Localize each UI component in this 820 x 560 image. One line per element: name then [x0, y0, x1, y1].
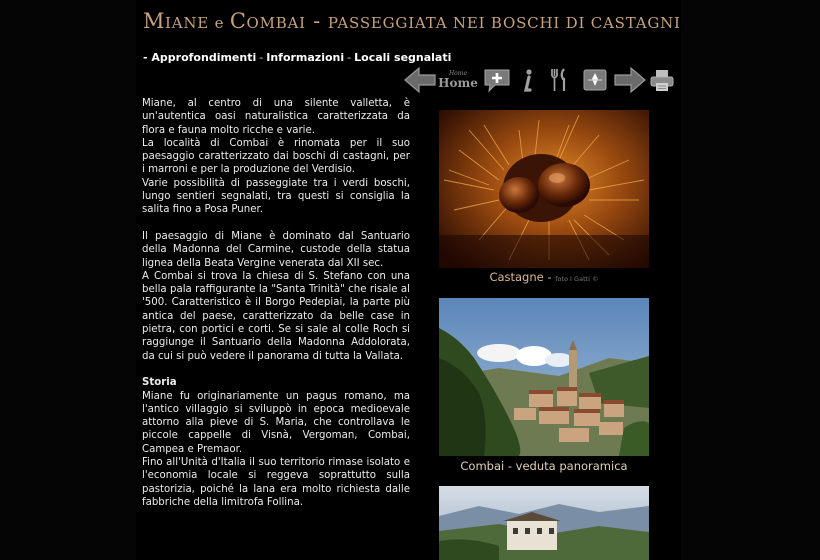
paragraph: La località di Combai è rinomata per il suo paesaggio caratterizzato dai boschi di castagni, per i marroni e per la produzione del Verdisio.: [142, 137, 410, 176]
paragraph: Miane fu originariamente un pagus romano, ma l'antico villaggio si sviluppò in epoca medioevale attorno alla pieve di S. Maria, che controllava le piccole cappelle di Visnà, Vergoman, Combai, Campea e Premaor.: [142, 390, 410, 455]
nav-prefix: -: [143, 51, 152, 64]
nav-link-informazioni[interactable]: Informazioni: [266, 51, 345, 64]
paragraph: Miane, al centro di una silente valletta, è un'autentica oasi naturalistica caratterizzata da flora e fauna molto ricche e varie.: [142, 98, 410, 136]
photo-credit: foto I Gatti ©: [555, 275, 599, 283]
paragraph: Il paesaggio di Miane è dominato dal Santuario della Madonna del Carmine, custode della statua lignea della Beata Vergine venerata dal XII sec.: [142, 230, 410, 269]
add-comment-icon[interactable]: [480, 64, 514, 96]
home-button[interactable]: [439, 64, 477, 96]
restaurant-icon[interactable]: [547, 64, 571, 96]
nav-link-locali-segnalati[interactable]: Locali segnalati: [354, 51, 452, 64]
top-nav: [143, 51, 451, 64]
nav-separator: -: [259, 51, 264, 64]
info-icon[interactable]: [517, 64, 539, 96]
section-heading-storia: Storia: [142, 377, 177, 389]
page-title: MIANE e COMBAI - PASSEGGIATA NEI BOSCHI DI CASTAGNI: [143, 9, 681, 33]
photo-caption: Combai - veduta panoramica: [460, 459, 628, 473]
icon-toolbar: [402, 64, 677, 96]
home-label: Home: [438, 76, 478, 90]
print-icon[interactable]: [648, 64, 676, 96]
photo-caption: Castagne - foto I Gatti ©: [489, 270, 599, 284]
paragraph: A Combai si trova la chiesa di S. Stefano con una bella pala raffigurante la "Santa Trinità" che risale al '500. Caratteristico è il Borgo Pedepiai, la parte più antica del paese, caratterizzato da belle case in pietra, con portici e corti. Se si sale al colle Roch si raggiunge il Santuario della Madonna Addolorata, da cui si può vedere il panorama di tutta la Vallata.: [142, 270, 410, 362]
combai-panorama-photo: [439, 298, 649, 456]
chestnuts-photo: [439, 110, 649, 268]
nav-link-approfondimenti[interactable]: Approfondimenti: [151, 51, 257, 64]
paragraph: Fino all'Unità d'Italia il suo territorio rimase isolato e l'economia locale si reggeva soprattutto sulla pastorizia, poiché la lana era molto richiesta dalle fabbriche della limitrofa Follina.: [142, 457, 410, 508]
home-icon: Home: [448, 70, 468, 77]
forward-arrow-icon[interactable]: [612, 64, 648, 96]
paragraph: Varie possibilità di passeggiate tra i verdi boschi, lungo sentieri segnalati, tra questi si consiglia la salita fino a Posa Puner.: [142, 177, 410, 216]
main-text: [142, 97, 410, 523]
nav-separator: -: [347, 51, 352, 64]
map-icon[interactable]: [579, 64, 611, 96]
mountain-photo: [439, 486, 649, 560]
back-arrow-icon[interactable]: [402, 64, 438, 96]
